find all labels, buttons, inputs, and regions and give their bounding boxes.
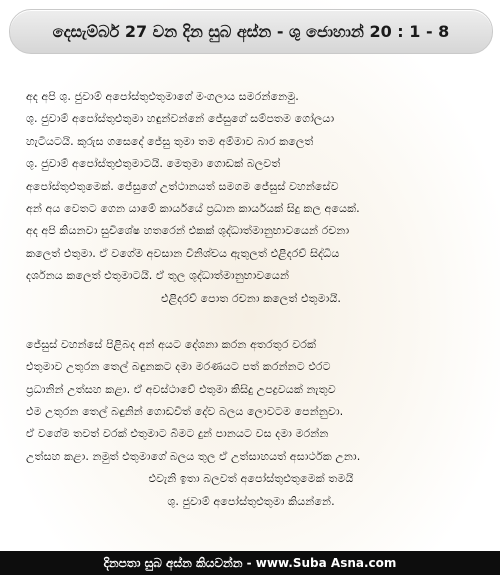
text-line: ඒ වගේම තවත් වරක් එතුමාට බිමට දුන් පානයට වස දමා මරන්න xyxy=(26,427,329,441)
text-line: ශු. ජුවාම් අපෝස්තුළුතුමා කියන්නේ. xyxy=(167,494,335,508)
text-line: එළිදරව් පොත රචනා කලෙත් එතුමායි. xyxy=(161,291,341,305)
footer-website-text[interactable]: දිනපතා සුබ අස්න කියවන්න - www.Suba Asna.com xyxy=(103,555,397,570)
text-line: එතුමාව උතුරන තෙල් බඳුනකට දමා මරණයට පත් කරන්නට එරට xyxy=(26,360,331,374)
text-line: ජේසුස් වහන්සේ පිළිබද අන් අයට දේශනා කරන අතරතුර වරක් xyxy=(26,337,317,351)
text-line: ප්‍රධානින් උත්සහ කළා. ඒ අවස්ථාවේ එතුමා කිසිදු උපද්‍රවයක් නැතුව xyxy=(26,382,336,396)
text-line: අපෝස්තුළුතුමෙක්. ජේසුගේ උත්ථානයත් සමගම ජේසුස් වහන්සේව xyxy=(26,179,339,193)
text-line: ශු. ජුවාම් අපෝස්තුළුතුමා හඳුන්වන්නේ ජේසුගේ සම්පතම ගෝලයා xyxy=(26,112,335,126)
text-line: එම උතුරන තෙල් බඳුනින් ගොඩවිත් දේව බලය ලොවටම පෙන්නුවා. xyxy=(26,405,344,419)
text-line: උත්සහ කළා. නමුත් එතුමාගේ බලය තුල ඒ උත්සාහයත් අසාර්ථක උනා. xyxy=(26,449,361,463)
text-line: එවැනි ඉතා බලවත් අපෝස්තුළුතුමෙක් තමයි xyxy=(148,472,354,486)
title-banner xyxy=(9,9,493,54)
paragraph-gap xyxy=(26,310,476,334)
text-line: අන් අය වෙතට ගෙන යාමේ කාර්යයේ ප්‍රධාන කාර්යයක් සිදු කල අයෙක්. xyxy=(26,201,360,215)
gospel-reflection-text xyxy=(26,86,476,513)
footer-bar xyxy=(0,551,500,575)
text-line: අද අපි කියනවා සුවිශේෂ හතරෙන් එකක් ශුද්ධාත්මානුභාවයෙන් රචනා xyxy=(26,224,350,238)
text-line: හැටියටයි. කුරුස ගසෙදේ ජේසු තුමා තම අම්මාව බාර කලෙත් xyxy=(26,134,314,148)
text-line: ශු. ජුවාම් අපෝස්තුළුතුමාටයි. මෙතුමා ගොඩක් බලවත් xyxy=(26,157,281,171)
paragraph-1 xyxy=(26,86,476,310)
text-line: කලෙත් එතුමා. ඒ වගේම අවසාන විනිශ්චය ඇතුලත් එළිදරව් සිද්ධිය xyxy=(26,246,340,260)
text-line: අද අපි ශු. ජුවාම් අපෝස්තුළුතුමාගේ මංගලාය සමරන්නෙමු. xyxy=(26,90,299,103)
text-line: දර්ශනය කලෙත් එතුමාටයි. ඒ තුල ශුද්ධාත්මානුභාවයෙන් xyxy=(26,269,290,283)
page-title: දෙසැම්බර් 27 වන දින සුබ අස්න - ශු ජොහාන් 20 : 1 - 8 xyxy=(52,21,450,41)
paragraph-2 xyxy=(26,334,476,513)
